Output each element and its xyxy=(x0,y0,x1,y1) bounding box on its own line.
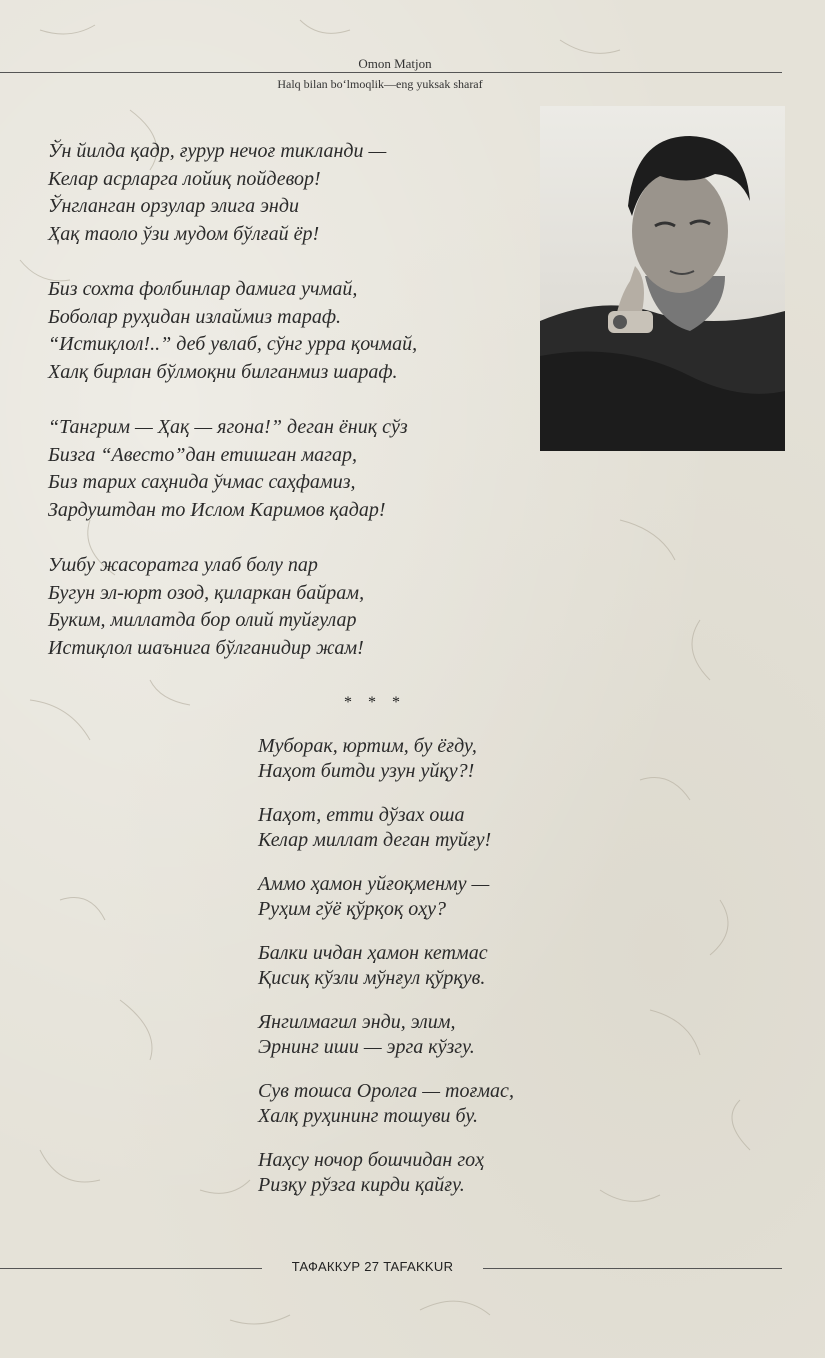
poem-line: Бугун эл-юрт озод, қиларкан байрам, xyxy=(48,581,365,604)
poem-line: Ушбу жасоратга улаб болу пар xyxy=(48,554,318,576)
poem-line: Ризқу рўзга кирди қайғу. xyxy=(258,1174,465,1196)
poem-line: Истиқлол шаънига бўлганидир жам! xyxy=(48,636,364,659)
poem-line: Келар асрларга лойиқ пойдевор! xyxy=(48,167,321,190)
header-subtitle: Halq bilan bo‘lmoqlik—eng yuksak sharaf xyxy=(277,77,483,91)
poem-line: Наҳсу ночор бошчидан гоҳ xyxy=(258,1149,485,1171)
poem-second-stanza-6 xyxy=(258,1079,618,1129)
poem-line: Наҳот, етти дўзах оша xyxy=(258,804,465,826)
poem-line: Ҳақ таоло ўзи мудом бўлғай ёр! xyxy=(48,222,320,245)
poem-line: Қисиқ кўзли мўнғул қўрқув. xyxy=(258,967,486,989)
poem-second-stanza-2 xyxy=(258,803,618,853)
poem-line: Бизга “Авесто”дан етишган магар, xyxy=(48,443,357,466)
poem-line: Муборак, юртим, бу ёғду, xyxy=(258,735,477,757)
poem-line: “Тангрим — Ҳақ — ягона!” деган ёниқ сўз xyxy=(48,416,408,438)
footer-rule-right xyxy=(483,1268,782,1269)
poem-second-stanza-4 xyxy=(258,941,618,991)
footer-rule-left xyxy=(0,1268,262,1269)
poem-second-stanza-7 xyxy=(258,1148,618,1198)
poem-line: Халқ бирлан бўлмоқни билганмиз шараф. xyxy=(48,360,398,383)
author-portrait-image xyxy=(540,106,785,451)
author-photo xyxy=(540,106,785,451)
poem-first xyxy=(48,138,548,690)
header-rule xyxy=(0,72,782,73)
poem-first-stanza-3 xyxy=(48,414,548,524)
poem-line: Янгилмагил энди, элим, xyxy=(258,1011,456,1033)
poem-line: Буким, миллатда бор олий туйғулар xyxy=(48,609,357,631)
poem-line: “Истиқлол!..” деб увлаб, сўнг урра қочмай, xyxy=(48,333,418,355)
poem-line: Руҳим гўё қўрқоқ оҳу? xyxy=(258,898,446,920)
poem-line: Халқ руҳининг тошуви бу. xyxy=(258,1105,478,1127)
poem-line: Боболар руҳидан излаймиз тараф. xyxy=(48,305,342,328)
section-separator: * * * xyxy=(344,694,406,711)
poem-line: Балки ичдан ҳамон кетмас xyxy=(258,942,488,964)
poem-second-stanza-5 xyxy=(258,1010,618,1060)
poem-line: Биз тарих саҳнида ўчмас саҳфамиз, xyxy=(48,471,356,493)
poem-line: Ўн йилда қадр, ғурур нечоғ тикланди — xyxy=(48,140,387,162)
poem-line: Сув тошса Оролга — тоғмас, xyxy=(258,1080,514,1102)
poem-line: Ўнгланган орзулар элига энди xyxy=(48,195,299,217)
poem-second-stanza-1 xyxy=(258,734,618,784)
poem-first-stanza-2 xyxy=(48,276,548,386)
poem-line: Наҳот битди узун уйқу?! xyxy=(258,760,475,782)
poem-line: Зардуштдан то Ислом Каримов қадар! xyxy=(48,498,386,521)
header-author: Omon Matjon xyxy=(358,56,432,71)
poem-first-stanza-4 xyxy=(48,552,548,662)
page-footer xyxy=(0,1258,782,1280)
poem-second-stanza-3 xyxy=(258,872,618,922)
footer-page-label: ТАФАККУР 27 TAFAKKUR xyxy=(291,1259,454,1274)
poem-second xyxy=(258,734,618,1217)
poem-line: Келар миллат деган туйғу! xyxy=(258,829,492,851)
poem-line: Эрнинг иши — эрга кўзгу. xyxy=(258,1036,475,1058)
poem-line: Аммо ҳамон уйғоқменму — xyxy=(258,873,490,895)
poem-line: Биз сохта фолбинлар дамига учмай, xyxy=(48,278,358,300)
poem-first-stanza-1 xyxy=(48,138,548,248)
